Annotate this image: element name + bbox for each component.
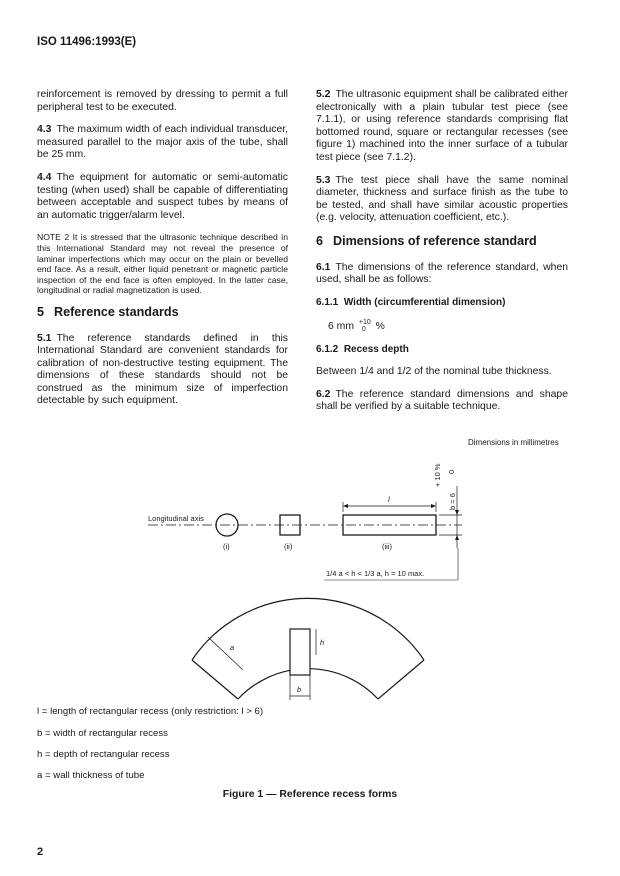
legend-item-h: h = depth of rectangular recess [37,749,170,760]
longitudinal-axis-label: Longitudinal axis [148,514,204,523]
clause-text: The maximum width of each individual transducer, measured parallel to the major axis of the tube, shall be 25 mm. [37,124,288,161]
tube-recess [290,629,310,675]
clause-text: The reference standards defined in this International Standard are convenient standards for calibration of non-destructive testing equipment. The dimensions of these standards should not be construed as the minimum size of imperfection detectable by such equipment. [37,332,288,407]
clause-text: The reference standard dimensions and shape shall be verified by a suitable technique. [316,388,568,413]
legend-item-l: l = length of rectangular recess (only restriction: l > 6) [37,706,264,717]
clause-text: The equipment for automatic or semi-automatic testing (when used) shall be capable of differentiating between acceptable and suspect tubes by means of an automatic trigger/alarm level. [37,171,288,221]
clause-text: The test piece shall have the same nominal diameter, thickness and surface finish as the tube to be tested, and shall have similar acoustic properties (e.g. velocity, attenuation coefficient, etc.). [316,174,568,224]
l-arrow-right [431,504,436,508]
tube-cut-left [192,660,238,699]
clause-number: 4.4 [37,171,52,183]
legend-item-b: b = width of rectangular recess [37,728,168,739]
paragraph-6-1-2: Between 1/4 and 1/2 of the nominal tube thickness. [316,366,552,378]
page-number: 2 [37,846,44,858]
legend-item-a: a = wall thickness of tube [37,770,145,781]
document-header: ISO 11496:1993(E) [37,36,137,48]
label-ii: (ii) [284,542,293,551]
tube-cut-right [378,660,424,699]
width-unit: % [375,321,385,333]
note-2: NOTE 2 It is stressed that the ultrasonic technique described in this International Standard may not reveal the presence of laminar imperfections which may occur on the plain or bevelled end face. As a result, either liquid penetrant or magnetic particle inspection of the end face is often employed. In the latter case, longitudinal or radial magnetization is used. [37,232,288,296]
subclause-title: Recess depth [343,343,409,355]
section-title: Dimensions of reference standard [333,233,537,248]
clause-number: 6.1 [316,261,331,273]
clause-number: 4.3 [37,124,52,136]
tolerance-upper: +10 [358,319,371,327]
figure-caption: Figure 1 — Reference recess forms [222,789,398,800]
clause-text: The ultrasonic equipment shall be calibrated either electronically with a plain tubular test piece (see 7.1.1), or using reference standards comprising flat bottomed round, square or rectangular recesses (see figure 1) machined into the inner surface of a tubular test piece (see 7.1.2). [316,89,568,163]
subclause-title: Width (circumferential dimension) [343,296,506,308]
tolerance-lower: 0 [361,326,366,334]
section-number: 6 [316,233,324,248]
a-dimension-line [208,637,243,670]
label-h: h [320,638,325,647]
dimensions-note: Dimensions in millimetres [468,438,559,447]
width-number: 6 mm [328,321,354,333]
l-arrow-left [343,504,348,508]
label-b-equals: b = 6 [448,493,457,510]
subclause-number: 6.1.2 [316,343,339,355]
section-title: Reference standards [54,304,179,319]
relation-text: 1/4 a < h < 1/3 a, h = 10 max. [326,569,425,578]
clause-number: 5.3 [316,174,331,186]
clause-text: The dimensions of the reference standard, when used, shall be as follows: [316,261,568,286]
b-arrow-bottom [455,535,459,540]
label-b: b [297,685,302,694]
label-tolerance-zero: 0 [447,469,456,474]
label-tolerance: + 10 % [433,463,442,487]
paragraph-continued: reinforcement is removed by dressing to permit a full peripheral test to be executed. [37,89,288,113]
clause-number: 6.2 [316,388,331,400]
clause-number: 5.1 [37,332,52,344]
subclause-number: 6.1.1 [316,296,339,308]
label-iii: (iii) [382,542,392,551]
label-l: l [388,495,390,504]
section-number: 5 [37,304,45,319]
clause-number: 5.2 [316,89,331,100]
label-a: a [230,643,235,652]
label-i: (i) [223,542,230,551]
